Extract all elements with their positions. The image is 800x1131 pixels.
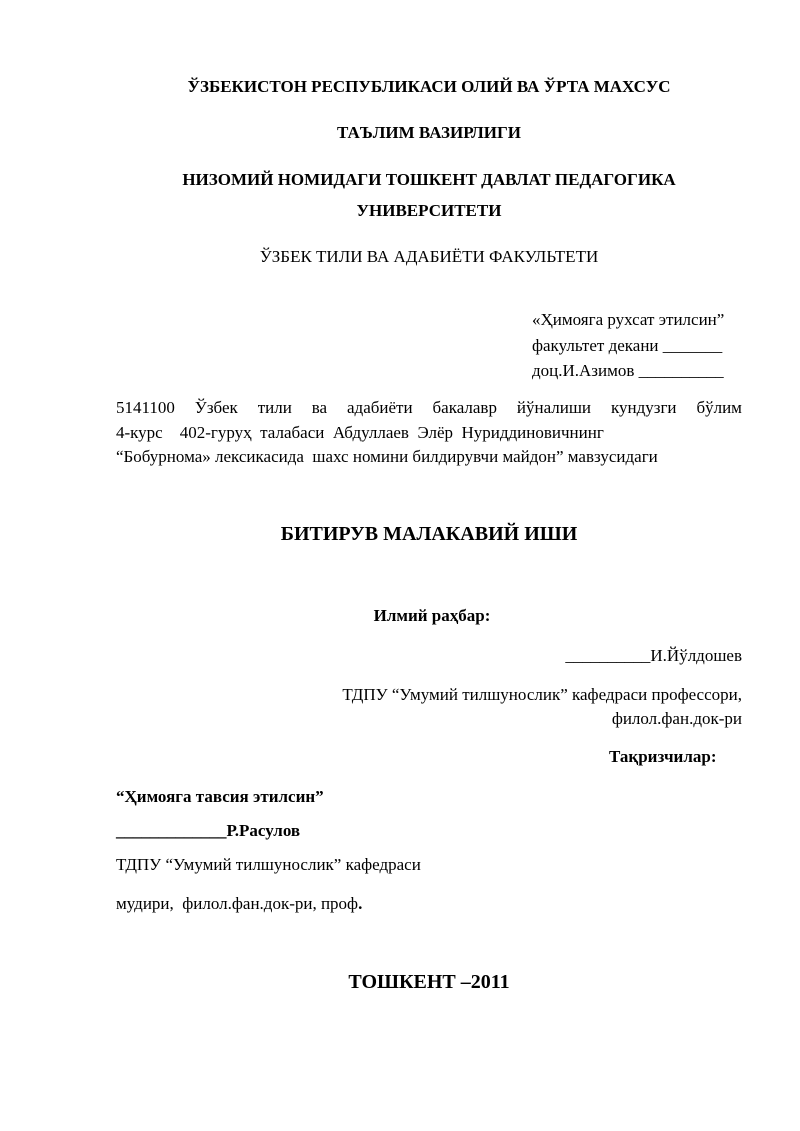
defense-reviewer-name: _____________Р.Расулов [116,821,301,840]
defense-position-line2 [116,894,362,914]
student-info-word: адабиёти [347,398,413,417]
ministry-heading-line2: ТАЪЛИМ ВАЗИРЛИГИ [336,123,522,142]
faculty-heading: ЎЗБЕК ТИЛИ ВА АДАБИЁТИ ФАКУЛЬТЕТИ [259,247,599,266]
student-info-word: тили [257,398,292,417]
student-info-word: ва [311,398,328,417]
document-title: БИТИРУВ МАЛАКАВИЙ ИШИ [280,523,578,545]
supervisor-label: Илмий раҳбар: [373,606,491,625]
student-info-line1 [116,398,742,418]
reviewers-label: Тақризчилар: [609,747,717,766]
approval-line2: факультет декани _______ [532,336,723,355]
defense-position-line1: ТДПУ “Умумий тилшунослик” кафедраси [116,855,421,874]
supervisor-name: __________И.Йўлдошев [565,646,742,665]
supervisor-position-line2: филол.фан.док-ри [611,709,742,728]
student-info-word: 5141100 [116,398,175,417]
student-info-line2: 4-курс 402-гуруҳ талабаси Абдуллаев Элёр Нуриддиновичнинг [116,423,604,442]
defense-position-text: мудири, филол.фан.док-ри, проф [116,894,359,913]
defense-position-end: . [358,894,363,913]
approval-line1: «Ҳимояга рухсат этилсин” [532,310,725,329]
defense-recommendation: “Ҳимояга тавсия этилсин” [116,787,324,806]
student-info-line3: “Бобурнома» лексикасида шахс номини билдирувчи майдон” мавзусидаги [116,447,658,466]
student-info-word: кундузги [610,398,677,417]
university-heading-line1: НИЗОМИЙ НОМИДАГИ ТОШКЕНТ ДАВЛАТ ПЕДАГОГИКА [182,170,676,189]
student-info-word: бўлим [696,398,742,417]
city-year: ТОШКЕНТ –2011 [348,971,510,993]
supervisor-position-line1: ТДПУ “Умумий тилшунослик” кафедраси профессори, [342,685,742,704]
ministry-heading-line1: ЎЗБЕКИСТОН РЕСПУБЛИКАСИ ОЛИЙ ВА ЎРТА МАХСУС [187,77,671,96]
student-info-word: Ўзбек [194,398,238,417]
student-info-word: бакалавр [432,398,497,417]
student-info-word: йўналиши [516,398,592,417]
approval-line3: доц.И.Азимов __________ [532,361,724,380]
university-heading-line2: УНИВЕРСИТЕТИ [356,201,502,220]
